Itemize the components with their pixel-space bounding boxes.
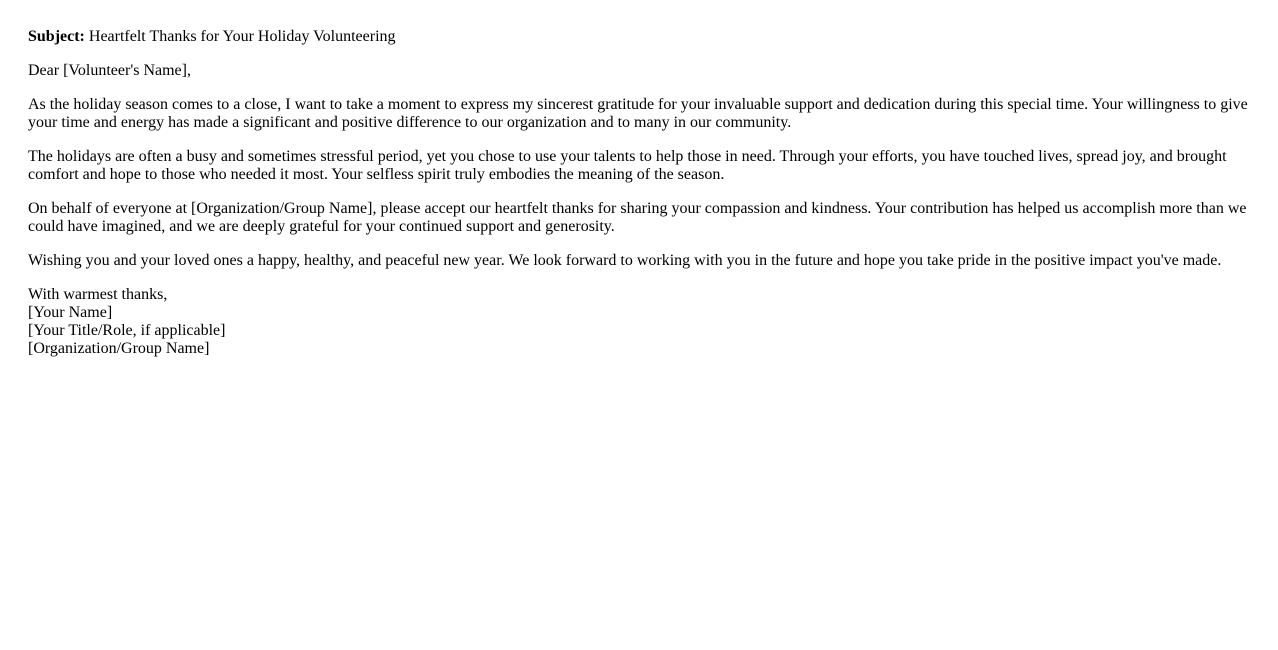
closing-line: With warmest thanks, bbox=[28, 286, 168, 303]
subject-text: Heartfelt Thanks for Your Holiday Volunteering bbox=[88, 28, 396, 45]
signature-organization: [Organization/Group Name] bbox=[28, 340, 210, 357]
signature-name: [Your Name] bbox=[28, 304, 113, 321]
body-paragraph-3: On behalf of everyone at [Organization/Group Name], please accept our heartfelt thanks for sharing your compassion and kindness. Your contribution has helped us accomplish more than we could have imagined, and we are deeply grateful for your continued support and generosity. bbox=[28, 200, 1247, 235]
greeting: Dear [Volunteer's Name], bbox=[28, 62, 191, 79]
subject-line bbox=[28, 28, 1250, 46]
signature-block bbox=[28, 286, 1250, 358]
body-paragraph-2: The holidays are often a busy and sometimes stressful period, yet you chose to use your talents to help those in need. Through your efforts, you have touched lives, spread joy, and brought comfort and hope to those who needed it most. Your selfless spirit truly embodies the meaning of the season. bbox=[28, 148, 1227, 183]
body-paragraph-4: Wishing you and your loved ones a happy, healthy, and peaceful new year. We look forward to working with you in the future and hope you take pride in the positive impact you've made. bbox=[28, 252, 1222, 269]
subject-label: Subject: bbox=[28, 28, 85, 45]
body-paragraph-1: As the holiday season comes to a close, I want to take a moment to express my sincerest gratitude for your invaluable support and dedication during this special time. Your willingness to give your time and energy has made a significant and positive difference to our organization and to many in our community. bbox=[28, 96, 1248, 131]
signature-title: [Your Title/Role, if applicable] bbox=[28, 322, 226, 339]
